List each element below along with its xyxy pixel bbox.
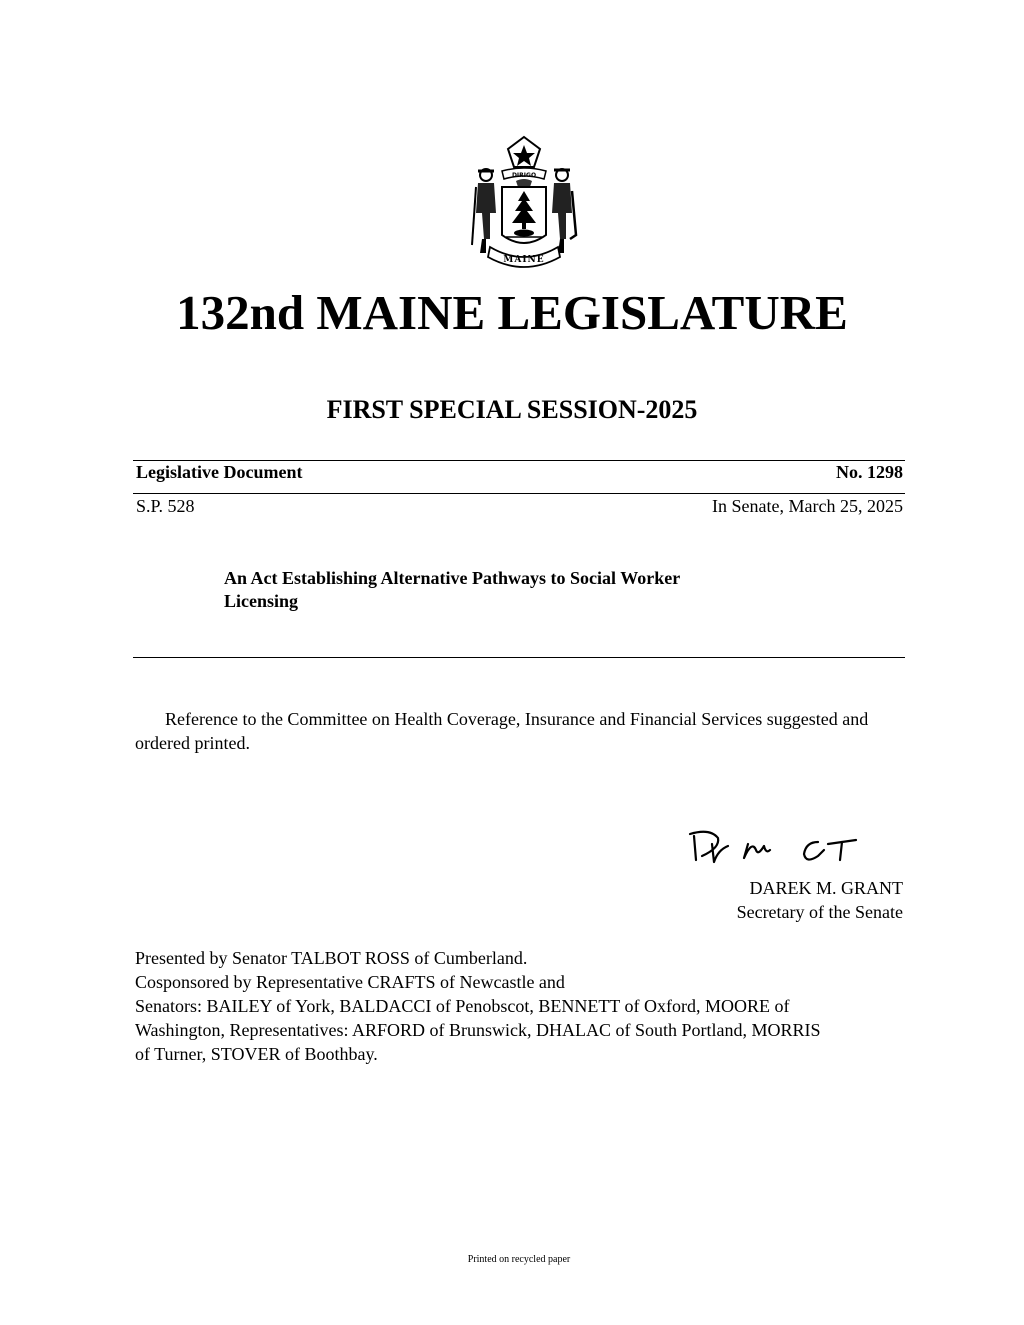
document-header-row <box>136 462 903 483</box>
divider-top <box>133 460 905 461</box>
footer-note: Printed on recycled paper <box>467 1254 571 1265</box>
sponsors-block <box>135 946 910 1066</box>
committee-reference: Reference to the Committee on Health Coverage, Insurance and Financial Services suggested and ordered printed. <box>135 709 869 753</box>
seal-ribbon-text: MAINE <box>503 255 545 265</box>
divider-bottom <box>133 657 905 658</box>
bill-title-line-2: Licensing <box>224 591 299 611</box>
bill-title <box>224 567 784 613</box>
divider-middle <box>133 493 905 494</box>
maine-state-seal <box>468 135 580 273</box>
bill-title-line-1: An Act Establishing Alternative Pathways to Social Worker <box>224 568 681 588</box>
handwritten-signature <box>688 820 903 880</box>
seal-motto-text: DIRIGO <box>511 172 537 179</box>
document-type-label: Legislative Document <box>136 462 303 482</box>
session-title: FIRST SPECIAL SESSION-2025 <box>326 395 698 424</box>
sponsor-line-senators: Senators: BAILEY of York, BALDACCI of Penobscot, BENNETT of Oxford, MOORE of <box>135 996 790 1016</box>
secretary-title: Secretary of the Senate <box>736 902 903 922</box>
senate-date: In Senate, March 25, 2025 <box>712 496 903 516</box>
sponsor-line-presented: Presented by Senator TALBOT ROSS of Cumberland. <box>135 948 528 968</box>
sponsor-line-representatives: Washington, Representatives: ARFORD of Brunswick, DHALAC of South Portland, MORRIS <box>135 1020 821 1040</box>
document-info-row <box>136 496 903 517</box>
secretary-name: DAREK M. GRANT <box>749 878 903 898</box>
sponsor-line-cosponsored: Cosponsored by Representative CRAFTS of Newcastle and <box>135 972 565 992</box>
document-number: No. 1298 <box>836 462 903 482</box>
legislature-title: 132nd MAINE LEGISLATURE <box>176 285 848 340</box>
sponsor-line-end: of Turner, STOVER of Boothbay. <box>135 1044 378 1064</box>
senate-paper-number: S.P. 528 <box>136 496 195 516</box>
